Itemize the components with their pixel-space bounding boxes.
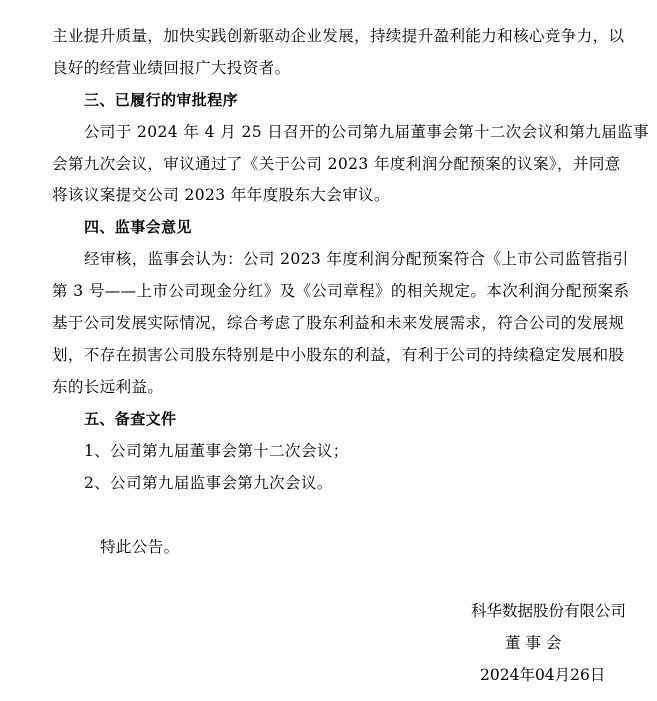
signature-date: 2024年04月26日 [480, 666, 606, 684]
section-heading: 四、监事会意见 [84, 218, 192, 236]
section-heading: 五、备查文件 [84, 410, 177, 428]
paragraph-line: 公司于 2024 年 4 月 25 日召开的公司第九届董事会第十二次会议和第九届监事 [84, 123, 649, 141]
section-heading: 三、已履行的审批程序 [84, 91, 239, 109]
list-item: 2、公司第九届监事会第九次会议。 [84, 474, 333, 492]
paragraph-line: 将该议案提交公司 2023 年年度股东大会审议。 [52, 186, 390, 204]
paragraph-line: 经审核，监事会认为：公司 2023 年度利润分配预案符合《上市公司监管指引 [84, 250, 629, 268]
paragraph-line: 东的长远利益。 [52, 378, 164, 396]
paragraph-line: 主业提升质量，加快实践创新驱动企业发展，持续提升盈利能力和核心竞争力，以 [52, 27, 625, 45]
list-item: 1、公司第九届董事会第十二次会议； [84, 442, 349, 460]
signature-company: 科华数据股份有限公司 [470, 602, 626, 620]
paragraph-line: 良好的经营业绩回报广大投资者。 [52, 59, 291, 77]
paragraph-line: 第 3 号——上市公司现金分红》及《公司章程》的相关规定。本次利润分配预案系 [52, 282, 630, 300]
paragraph-line: 划，不存在损害公司股东特别是中小股东的利益，有利于公司的持续稳定发展和股 [52, 346, 625, 364]
paragraph-line: 会第九次会议，审议通过了《关于公司 2023 年度利润分配预案的议案》，并同意 [52, 155, 621, 173]
paragraph-line: 基于公司发展实际情况，综合考虑了股东利益和未来发展需求，符合公司的发展规 [52, 314, 625, 332]
closing-text: 特此公告。 [100, 538, 180, 556]
signature-board: 董 事 会 [505, 634, 562, 652]
